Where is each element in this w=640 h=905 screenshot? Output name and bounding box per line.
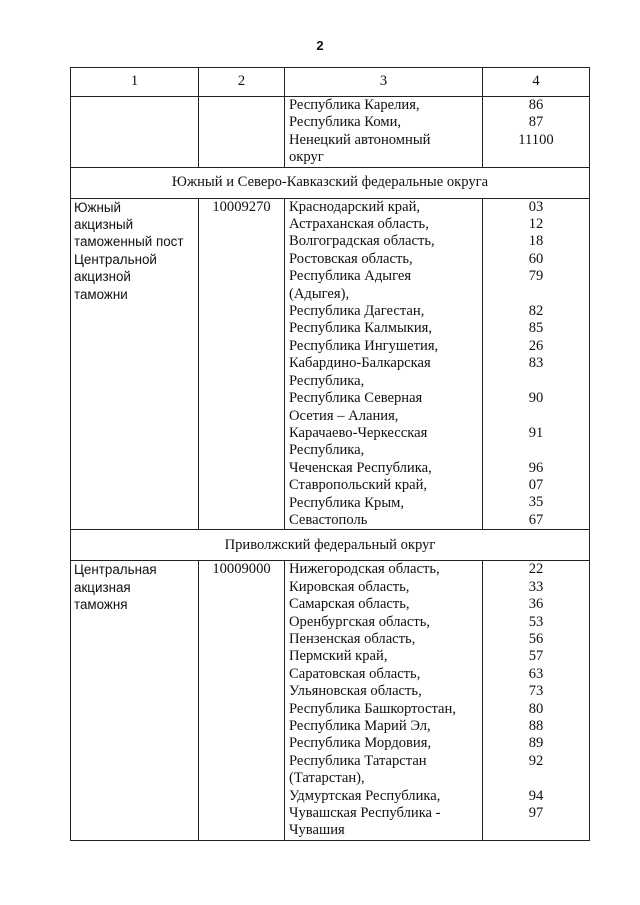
region-name-line: Республика Ингушетия, xyxy=(289,337,439,354)
region-codes-cell xyxy=(483,198,590,530)
region-code: 82 xyxy=(528,303,544,320)
table-row xyxy=(71,97,590,168)
region-code: 73 xyxy=(528,683,544,700)
office-code: 10009000 xyxy=(212,561,271,578)
region-name-line: Оренбургская область, xyxy=(289,613,431,630)
code-cell xyxy=(199,198,285,530)
office-name-line: акцизной xyxy=(74,269,131,285)
region-code: 26 xyxy=(528,337,544,354)
region-code: 60 xyxy=(528,250,544,267)
region-name-line: Волгоградская область, xyxy=(289,233,435,250)
region-code: 90 xyxy=(528,390,544,407)
region-code: 53 xyxy=(528,613,544,630)
region-name-line: Осетия – Алания, xyxy=(289,407,399,424)
region-code: 03 xyxy=(528,198,544,215)
region-name-line: Самарская область, xyxy=(289,596,410,613)
region-code: 96 xyxy=(528,459,544,476)
region-name-line: Республика Адыгея xyxy=(289,268,412,285)
region-code: 18 xyxy=(528,233,544,250)
region-code: 87 xyxy=(528,114,544,131)
regions-cell xyxy=(285,561,483,841)
header-col-4: 4 xyxy=(483,68,590,97)
region-code: 36 xyxy=(528,596,544,613)
regions-table xyxy=(70,67,590,841)
region-name-line: Республика Северная xyxy=(289,390,423,407)
section-heading-row xyxy=(71,167,590,198)
region-name-line: (Адыгея), xyxy=(289,285,350,302)
region-code xyxy=(483,149,589,166)
region-name-line: Карачаево-Черкесская xyxy=(289,424,428,441)
region-name-line: Республика Дагестан, xyxy=(289,303,425,320)
region-name-line: Ульяновская область, xyxy=(289,683,422,700)
region-code: 89 xyxy=(528,735,544,752)
code-cell xyxy=(199,561,285,841)
region-name-line: Удмуртская Республика, xyxy=(289,787,441,804)
region-code: 07 xyxy=(528,477,544,494)
region-code xyxy=(483,442,589,459)
region-name-line: округ xyxy=(289,149,324,166)
region-code: 22 xyxy=(528,561,544,578)
region-name-line: Кабардино-Балкарская xyxy=(289,355,431,372)
table-row xyxy=(71,198,590,530)
region-name-line: Республика Марий Эл, xyxy=(289,718,431,734)
region-name-line: Республика Крым, xyxy=(289,494,405,511)
region-name-line: Ненецкий автономный xyxy=(289,131,431,148)
region-name-line: Ставропольский край, xyxy=(289,477,428,494)
office-name-line: акцизная xyxy=(74,579,131,595)
region-name-line: Саратовская область, xyxy=(289,665,421,682)
region-name-line: Республика, xyxy=(289,372,365,389)
office-name-line: акцизный xyxy=(74,217,134,233)
region-name-line: Краснодарский край, xyxy=(289,198,421,215)
customs-office-cell xyxy=(71,198,199,530)
region-code: 12 xyxy=(528,216,544,233)
region-code: 33 xyxy=(528,578,544,595)
region-name-line: Республика Мордовия, xyxy=(289,735,432,752)
office-name-line: таможня xyxy=(74,597,128,613)
table-row xyxy=(71,561,590,841)
region-code: 79 xyxy=(528,268,544,285)
region-name-line: Севастополь xyxy=(289,511,368,528)
region-name-line: Чувашская Республика - xyxy=(289,805,441,822)
page-number: 2 xyxy=(316,38,324,53)
office-name-line: таможенный пост xyxy=(74,234,184,250)
region-code xyxy=(483,407,589,424)
customs-office-cell xyxy=(71,561,199,841)
region-name-line: Ростовская область, xyxy=(289,250,413,267)
customs-office-cell xyxy=(71,97,199,168)
region-name-line: Республика Калмыкия, xyxy=(289,320,433,337)
region-code: 56 xyxy=(528,630,544,647)
region-code xyxy=(483,822,589,839)
region-code: 35 xyxy=(528,494,544,511)
region-code: 94 xyxy=(528,787,544,804)
region-name-line: Пензенская область, xyxy=(289,630,416,647)
region-code: 63 xyxy=(528,665,544,682)
region-code: 91 xyxy=(528,424,544,441)
region-codes-cell xyxy=(483,97,590,168)
header-col-1: 1 xyxy=(71,68,199,97)
section-heading: Южный и Северо-Кавказский федеральные округа xyxy=(71,167,590,198)
region-code: 88 xyxy=(528,718,544,734)
region-name-line: Пермский край, xyxy=(289,648,388,665)
region-name-line: Астраханская область, xyxy=(289,216,429,233)
code-cell xyxy=(199,97,285,168)
header-col-2: 2 xyxy=(199,68,285,97)
office-name-line: Центральная xyxy=(74,562,157,578)
region-code xyxy=(483,373,589,390)
section-heading-row xyxy=(71,530,590,561)
table-header-row xyxy=(71,68,590,97)
region-name-line: Нижегородская область, xyxy=(289,561,440,578)
header-col-3: 3 xyxy=(285,68,483,97)
region-name-line: Республика Татарстан xyxy=(289,752,427,769)
region-code: 80 xyxy=(528,700,544,717)
region-code: 11100 xyxy=(518,131,554,148)
region-name-line: Республика Башкортостан, xyxy=(289,700,456,717)
region-code: 83 xyxy=(528,355,544,372)
region-code: 97 xyxy=(528,805,544,822)
regions-cell xyxy=(285,97,483,168)
region-code xyxy=(483,286,589,303)
region-code xyxy=(483,770,589,787)
section-heading: Приволжский федеральный округ xyxy=(71,530,590,561)
region-code: 92 xyxy=(528,752,544,769)
region-name-line: Чувашия xyxy=(289,822,345,839)
region-code: 86 xyxy=(528,97,544,113)
region-name-line: Республика Коми, xyxy=(289,114,402,131)
region-name-line: (Татарстан), xyxy=(289,770,365,787)
region-code: 67 xyxy=(528,511,544,528)
office-name-line: таможни xyxy=(74,286,128,302)
region-name-line: Чеченская Республика, xyxy=(289,459,432,476)
office-name-line: Центральной xyxy=(74,251,157,267)
office-name-line: Южный xyxy=(74,199,121,215)
region-code: 85 xyxy=(528,320,544,337)
regions-cell xyxy=(285,198,483,530)
region-code: 57 xyxy=(528,648,544,665)
office-code: 10009270 xyxy=(212,198,271,215)
region-codes-cell xyxy=(483,561,590,841)
region-name-line: Кировская область, xyxy=(289,578,410,595)
region-name-line: Республика, xyxy=(289,442,365,459)
region-name-line: Республика Карелия, xyxy=(289,97,420,113)
